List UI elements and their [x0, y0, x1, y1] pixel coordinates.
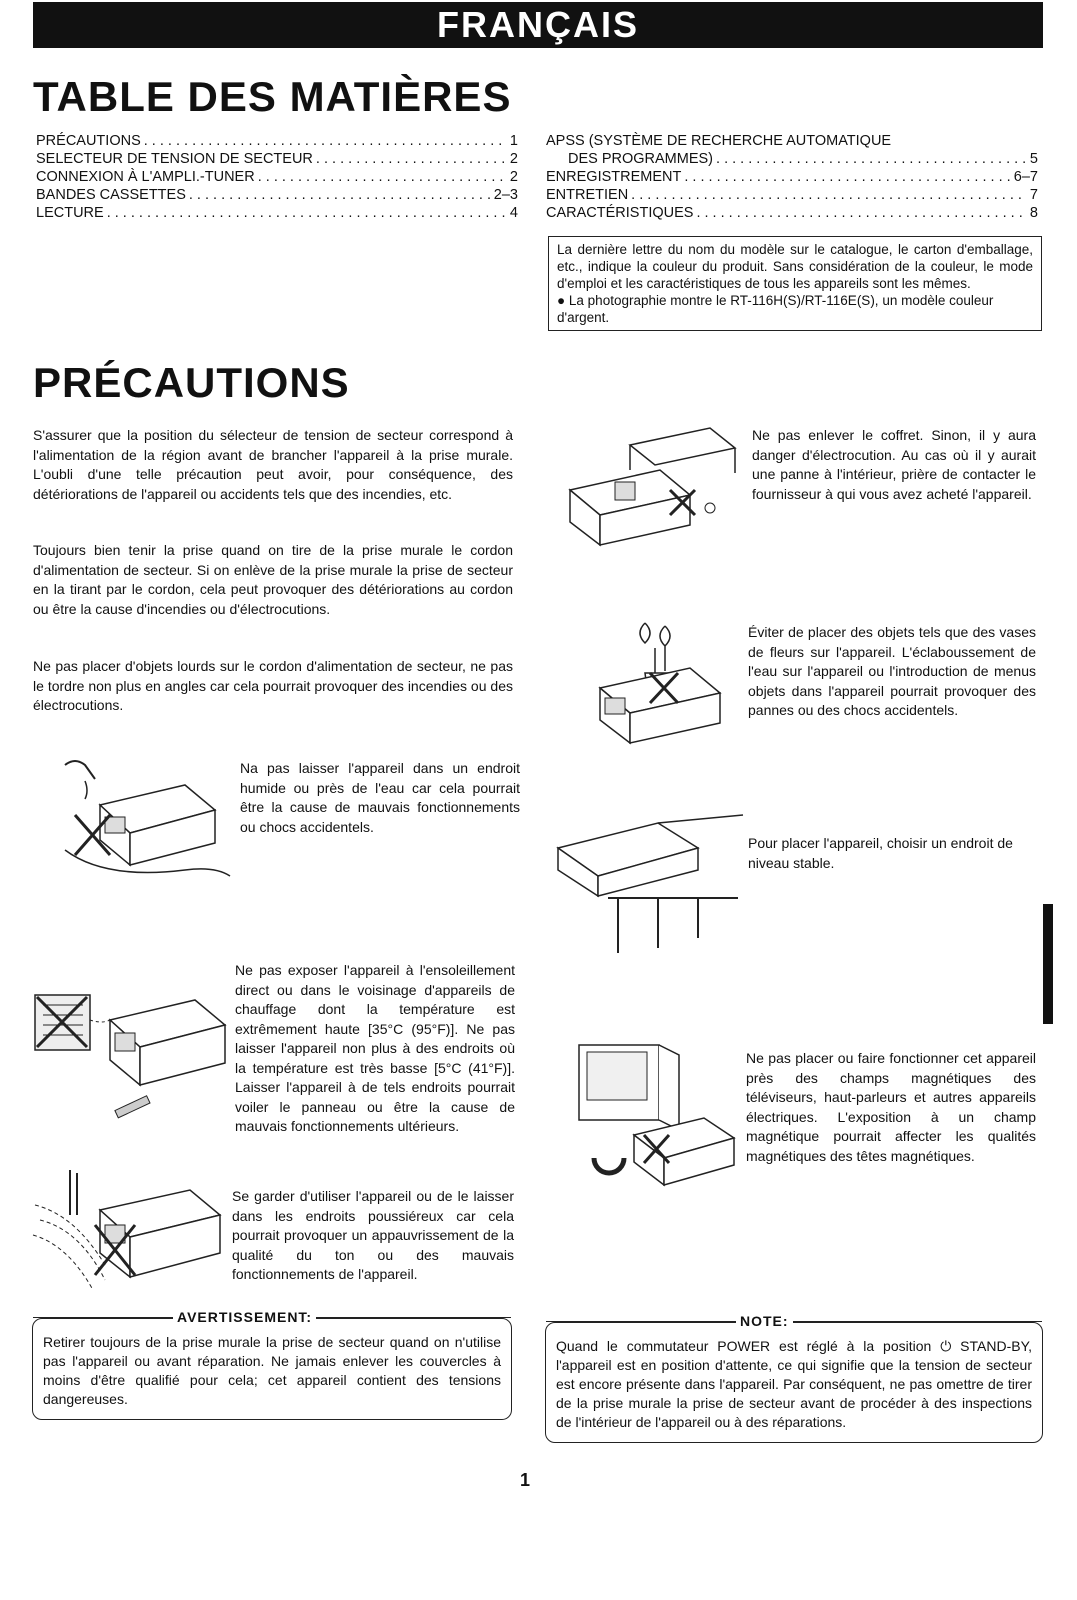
- level-surface-illustration: [548, 808, 748, 958]
- heat-sun-illustration: [25, 985, 235, 1125]
- precautions-title: PRÉCAUTIONS: [33, 359, 350, 406]
- precaution-level: Pour placer l'appareil, choisir un endroit de niveau stable.: [748, 835, 1013, 871]
- model-note-bullet: ● La photographie montre le RT-116H(S)/RT-116E(S), un modèle couleur d'argent.: [557, 293, 994, 325]
- toc-entry: CONNEXION À L'AMPLI.-TUNER . . . 2: [36, 168, 518, 186]
- toc-entry: LECTURE . . . 4: [36, 204, 518, 222]
- page-number: 1: [520, 1470, 531, 1490]
- dust-illustration: [25, 1165, 235, 1305]
- cabinet-removal-illustration: [560, 420, 745, 550]
- precaution-humid: Na pas laisser l'appareil dans un endroit humide ou près de l'eau car cela pourrait être la cause de mauvais fonctionnements ou chocs accidentels.: [240, 760, 520, 835]
- precaution-vase: Éviter de placer des objets tels que des vases de fleurs sur l'appareil. L'éclaboussement de l'eau sur l'appareil ou l'introduction de menus objets dans l'appareil pourrait provoquer des pannes ou des chocs accidentels.: [748, 624, 1036, 718]
- humid-place-illustration: [45, 755, 235, 880]
- toc-entry: CARACTÉRISTIQUES . . . 8: [546, 204, 1038, 222]
- bullet-icon: ●: [557, 293, 569, 308]
- toc-entry: ENREGISTREMENT . . . 6–7: [546, 168, 1038, 186]
- precaution-cord: Ne pas placer d'objets lourds sur le cordon d'alimentation de secteur, ne pas le tordre non plus en angles car cela pourrait provoquer des incendies ou des électrocutions.: [33, 658, 513, 713]
- note-title: NOTE:: [546, 1312, 1042, 1331]
- warning-text: Retirer toujours de la prise murale la prise de secteur quand on n'utilise pas l'appareil ou avant réparation. Ne jamais enlever les couvercles à moins d'être qualifié pour cela; cet appareil contient des tensions dangereuses.: [43, 1334, 501, 1407]
- toc-entry: BANDES CASSETTES . . . 2–3: [36, 186, 518, 204]
- toc-entry-heading: APSS (SYSTÈME DE RECHERCHE AUTOMATIQUE: [546, 133, 892, 149]
- toc-entry: PRÉCAUTIONS . . . 1: [36, 132, 518, 150]
- toc-left-column: [36, 132, 518, 222]
- section-marker: [1043, 904, 1053, 1024]
- toc-title: TABLE DES MATIÈRES: [33, 73, 512, 120]
- warning-box: [32, 1309, 512, 1420]
- model-note-text: La dernière lettre du nom du modèle sur le catalogue, le carton d'emballage, etc., indique la couleur du produit. Sans considération de la couleur, le mode d'emploi et les caractéristiques de tous les appareils sont les mêmes.: [557, 242, 1033, 291]
- flower-vase-illustration: [590, 618, 740, 748]
- toc-entry: SELECTEUR DE TENSION DE SECTEUR . . . 2: [36, 150, 518, 168]
- precaution-voltage: S'assurer que la position du sélecteur de tension de secteur correspond à l'alimentation de la région avant de brancher l'appareil à la prise murale. L'oubli d'une telle précaution peut avoir, pour conséquence, des détériorations de l'appareil ou accidents tels que des incendies, etc.: [33, 427, 513, 502]
- warning-title: AVERTISSEMENT:: [33, 1308, 511, 1327]
- note-text: Quand le commutateur POWER est réglé à la position ⏻ STAND-BY, l'appareil est en position d'attente, ce qui signifie que la tension de secteur est encore présente dans l'appareil. Par conséquent, ne pas omettre de tirer de la prise murale la prise de secteur avant de procéder à des inspections de l'intérieur de l'appareil ou à des réparations.: [556, 1338, 1033, 1430]
- magnetic-field-illustration: [574, 1040, 744, 1190]
- toc-right-column: [546, 132, 1038, 222]
- language-header: FRANÇAIS: [33, 2, 1043, 48]
- precaution-cabinet: Ne pas enlever le coffret. Sinon, il y aura danger d'électrocution. Au cas où il y aurait une panne à l'intérieur, prière de contacter le fournisseur à qui vous avez acheté l'appareil.: [752, 427, 1036, 502]
- precaution-heat: Ne pas exposer l'appareil à l'ensoleillement direct ou dans le voisinage d'appareils de chauffage dont la température est extrêmement haute [35°C (95°F)]. Ne pas laisser l'appareil non plus à des endroits où la température est très basse [5°C (41°F)]. Laisser l'appareil à de tels endroits pourrait voiler le panneau ou être la cause de mauvais fonctionnements ultérieurs.: [235, 962, 515, 1134]
- power-icon: ⏻: [940, 1338, 952, 1354]
- precaution-magnetic: Ne pas placer ou faire fonctionner cet appareil près des champs magnétiques des téléviseurs, haut-parleurs et autres appareils électriques. L'exposition à un champ magnétique pourrait affecter les qualités magnétiques des têtes magnétiques.: [746, 1050, 1036, 1164]
- toc-entry: DES PROGRAMMES) . . . 5: [546, 150, 1038, 168]
- precaution-plug: Toujours bien tenir la prise quand on tire de la prise murale le cordon d'alimentation de secteur. Si on enlève de la prise murale la prise de secteur en la tirant par le cordon, cela peut provoquer des détériorations au cordon ou être la cause d'incendies ou d'électrocutions.: [33, 542, 513, 617]
- toc-entry: ENTRETIEN . . . 7: [546, 186, 1038, 204]
- note-box: [545, 1313, 1043, 1443]
- model-note-box: [548, 236, 1042, 331]
- precaution-dust: Se garder d'utiliser l'appareil ou de le laisser dans les endroits poussiéreux car cela pourrait provoquer un appauvrissement de la qualité du ton ou des mauvais fonctionnements de l'appareil.: [232, 1188, 514, 1282]
